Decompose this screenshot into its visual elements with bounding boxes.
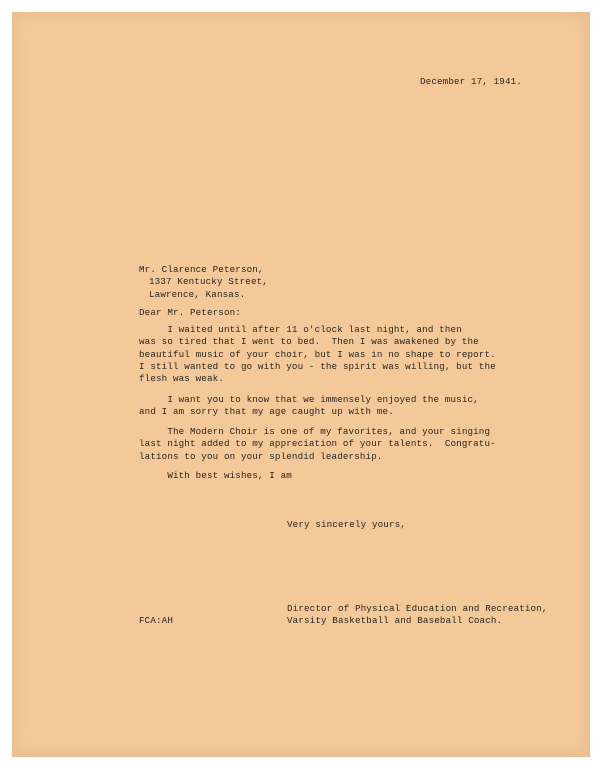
body-line: and I am sorry that my age caught up with me. [139,406,394,418]
body-line: flesh was weak. [139,373,224,385]
letter-date: December 17, 1941. [420,76,522,87]
salutation: Dear Mr. Peterson: [139,307,241,318]
closing: Very sincerely yours, [287,519,406,530]
body-line: beautiful music of your choir, but I was in no shape to report. [139,348,496,360]
signature-title [287,603,548,628]
recipient-street: 1337 Kentucky Street, [149,276,268,288]
body-paragraph-3 [139,426,496,463]
body-line: last night added to my appreciation of your talents. Congratu- [139,438,496,450]
signature-title-line: Director of Physical Education and Recreation, [287,603,548,614]
body-paragraph-1 [139,324,496,385]
body-line: lations to you on your splendid leadership. [139,450,383,462]
recipient-address [139,264,268,301]
body-line: With best wishes, I am [139,470,292,481]
body-line: The Modern Choir is one of my favorites, and your singing [139,426,491,437]
body-line: I waited until after 11 o'clock last night, and then [139,324,462,335]
recipient-name: Mr. Clarence Peterson, [139,264,264,275]
body-paragraph-2 [139,394,479,419]
recipient-city: Lawrence, Kansas. [149,288,246,300]
body-paragraph-4 [139,470,292,482]
body-line: was so tired that I went to bed. Then I was awakened by the [139,336,479,348]
body-line: I want you to know that we immensely enjoyed the music, [139,394,479,405]
body-line: I still wanted to go with you - the spirit was willing, but the [139,360,496,372]
letter-page [12,12,590,757]
signature-title-line: Varsity Basketball and Baseball Coach. [287,615,503,627]
typist-initials: FCA:AH [139,615,173,626]
